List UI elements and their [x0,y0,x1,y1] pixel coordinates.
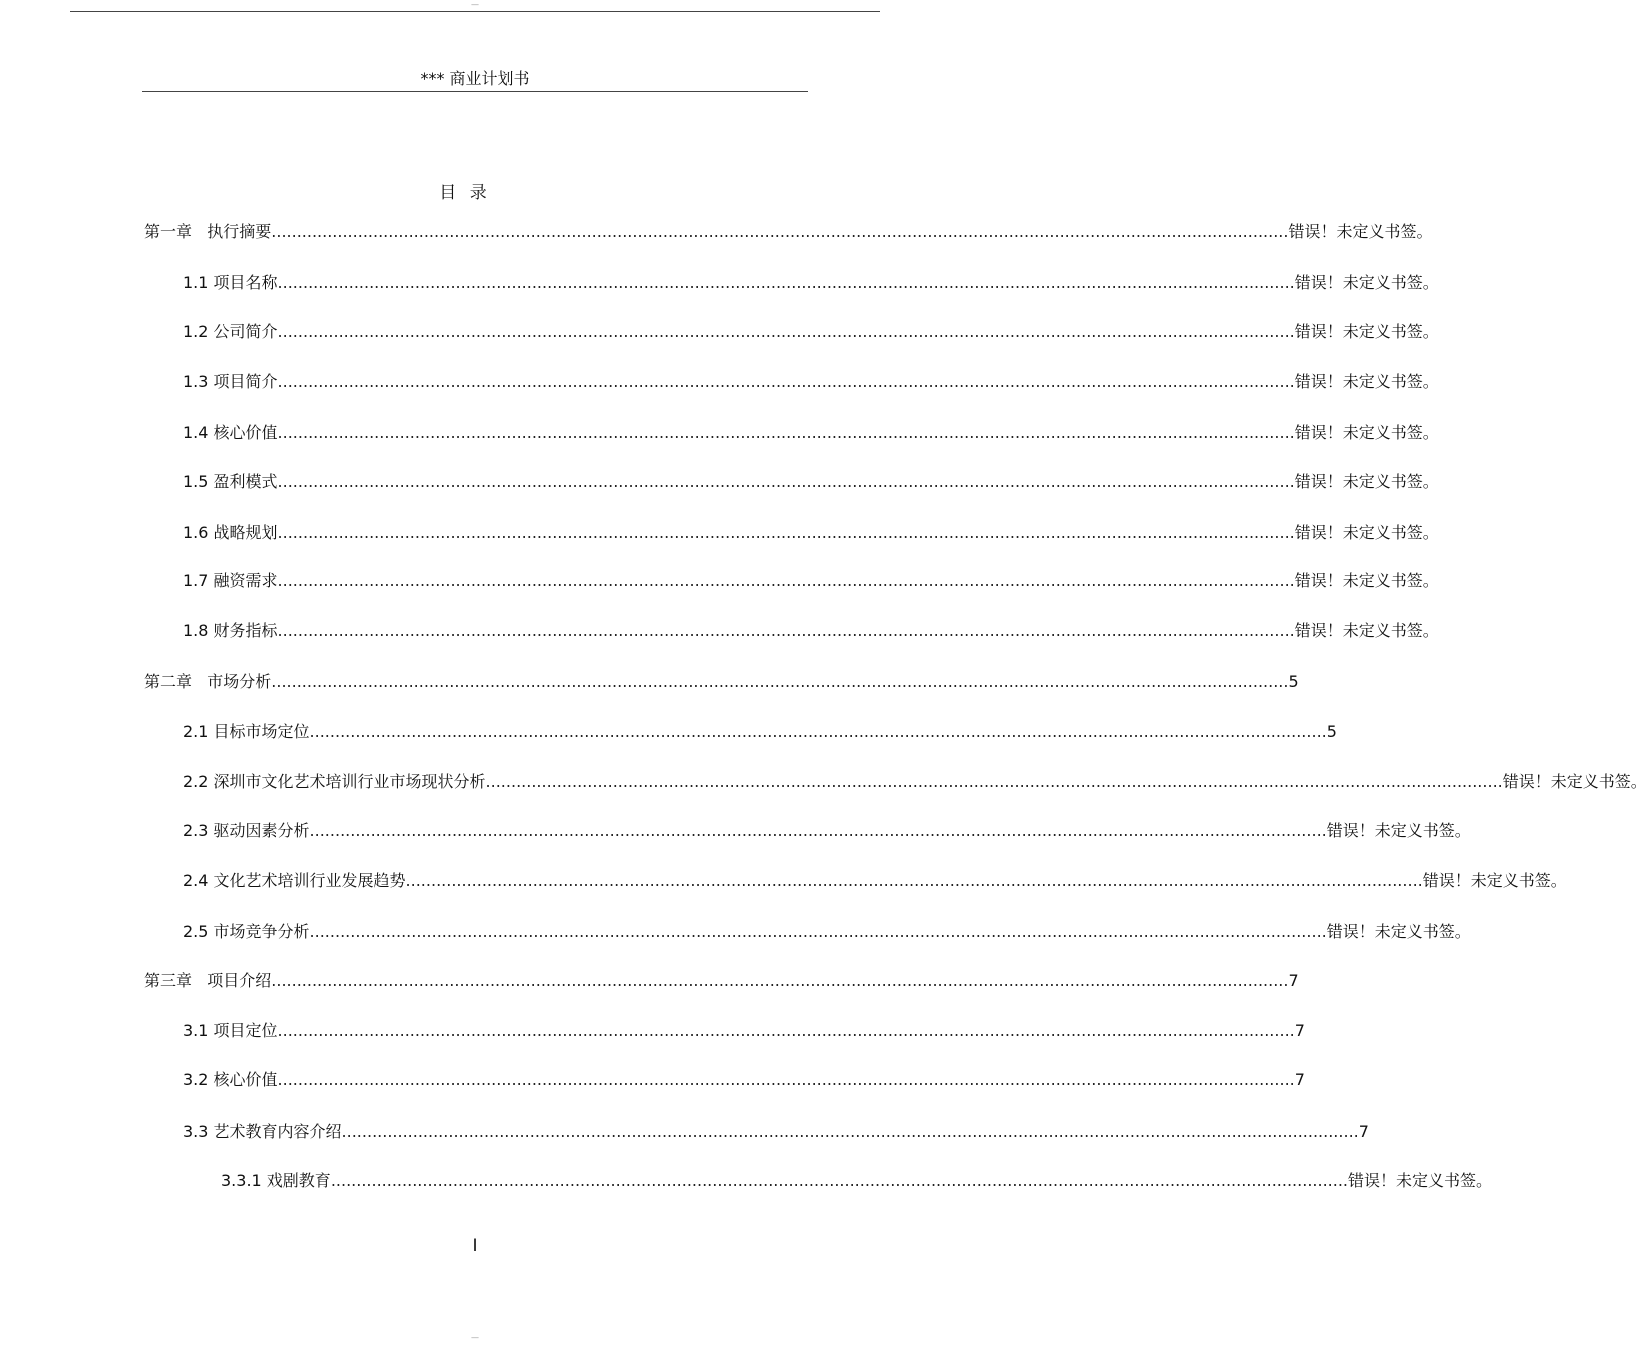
toc-leader-dots: ........................................................................................................................................................................................................ [277,523,1295,542]
toc-entry-page: 错误！未定义书签。 [1294,423,1439,442]
toc-entry-label: 3.2 核心价值 [183,1070,278,1089]
toc-entry[interactable] [183,1069,1305,1091]
toc-entry-label: 3.3 艺术教育内容介绍 [183,1122,342,1141]
toc-leader-dots: ........................................................................................................................................................................................................ [485,772,1503,791]
toc-entry-label: 2.5 市场竞争分析 [183,922,310,941]
toc-leader-dots: ........................................................................................................................................................................................................ [277,322,1295,341]
toc-leader-dots: ........................................................................................................................................................................................................ [271,971,1289,990]
toc-leader-dots: ........................................................................................................................................................................................................ [309,722,1327,741]
toc-entry-page: 错误！未定义书签。 [1502,772,1647,791]
toc-entry-page: 错误！未定义书签。 [1294,273,1439,292]
toc-entry-page: 错误！未定义书签。 [1326,922,1471,941]
toc-leader-dots: ........................................................................................................................................................................................................ [277,621,1295,640]
bottom-margin-mark: — [471,1333,479,1342]
toc-entry-label: 2.3 驱动因素分析 [183,821,310,840]
toc-entry[interactable] [183,820,1471,842]
toc-entry-label: 1.1 项目名称 [183,273,278,292]
toc-entry-page: 错误！未定义书签。 [1294,372,1439,391]
toc-entry-label: 3.1 项目定位 [183,1021,278,1040]
toc-entry-page: 错误！未定义书签。 [1294,472,1439,491]
toc-entry[interactable] [144,221,1433,243]
toc-entry-page: 错误！未定义书签。 [1348,1171,1493,1190]
toc-entry[interactable] [144,671,1299,693]
toc-entry[interactable] [183,870,1567,892]
toc-entry[interactable] [183,721,1337,743]
toc-leader-dots: ........................................................................................................................................................................................................ [341,1122,1359,1141]
toc-entry-page: 7 [1358,1122,1369,1141]
toc-leader-dots: ........................................................................................................................................................................................................ [277,372,1295,391]
toc-entry[interactable] [183,522,1439,544]
toc-leader-dots: ........................................................................................................................................................................................................ [277,1021,1295,1040]
toc-entry[interactable] [183,422,1439,444]
toc-entry[interactable] [183,921,1471,943]
toc-entry-label: 2.2 深圳市文化艺术培训行业市场现状分析 [183,772,486,791]
toc-entry-label: 2.4 文化艺术培训行业发展趋势 [183,871,406,890]
toc-entry-label: 1.2 公司简介 [183,322,278,341]
header-rule [142,91,808,92]
toc-entry[interactable] [183,1020,1305,1042]
toc-leader-dots: ........................................................................................................................................................................................................ [277,423,1295,442]
toc-leader-dots: ........................................................................................................................................................................................................ [309,922,1327,941]
toc-leader-dots: ........................................................................................................................................................................................................ [277,571,1295,590]
toc-entry[interactable] [183,570,1439,592]
toc-leader-dots: ........................................................................................................................................................................................................ [309,821,1327,840]
top-margin-mark: — [471,0,479,9]
toc-entry-label: 1.7 融资需求 [183,571,278,590]
toc-entry-page: 错误！未定义书签。 [1422,871,1567,890]
toc-leader-dots: ........................................................................................................................................................................................................ [277,472,1295,491]
toc-entry-label: 1.5 盈利模式 [183,472,278,491]
page-top-rule [70,11,880,12]
toc-entry-label: 1.3 项目简介 [183,372,278,391]
toc-leader-dots: ........................................................................................................................................................................................................ [277,273,1295,292]
toc-entry[interactable] [183,471,1439,493]
page-header-title: *** 商业计划书 [420,69,530,88]
toc-entry-label: 1.6 战略规划 [183,523,278,542]
toc-leader-dots: ........................................................................................................................................................................................................ [271,672,1289,691]
toc-entry[interactable] [183,371,1439,393]
toc-entry-page: 7 [1294,1070,1305,1089]
toc-entry-page: 错误！未定义书签。 [1294,322,1439,341]
toc-entry-page: 错误！未定义书签。 [1288,222,1433,241]
toc-entry-page: 错误！未定义书签。 [1294,621,1439,640]
toc-entry-page: 7 [1294,1021,1305,1040]
toc-entry-page: 错误！未定义书签。 [1326,821,1471,840]
toc-entry-label: 1.8 财务指标 [183,621,278,640]
toc-entry[interactable] [183,272,1439,294]
toc-entry[interactable] [183,771,1647,793]
toc-heading: 目 录 [439,183,491,203]
toc-entry[interactable] [183,1121,1369,1143]
toc-entry-label: 第二章 市场分析 [144,672,272,691]
page-number: I [472,1236,478,1256]
toc-entry[interactable] [144,970,1299,992]
toc-entry-page: 错误！未定义书签。 [1294,523,1439,542]
toc-entry-page: 5 [1288,672,1299,691]
toc-entry-label: 3.3.1 戏剧教育 [221,1171,331,1190]
toc-leader-dots: ........................................................................................................................................................................................................ [405,871,1423,890]
toc-leader-dots: ........................................................................................................................................................................................................ [277,1070,1295,1089]
toc-entry-page: 5 [1326,722,1337,741]
toc-entry-label: 第一章 执行摘要 [144,222,272,241]
toc-entry[interactable] [221,1170,1493,1192]
toc-entry-label: 1.4 核心价值 [183,423,278,442]
toc-entry-label: 第三章 项目介绍 [144,971,272,990]
toc-entry[interactable] [183,321,1439,343]
toc-entry-page: 错误！未定义书签。 [1294,571,1439,590]
toc-entry-label: 2.1 目标市场定位 [183,722,310,741]
toc-leader-dots: ........................................................................................................................................................................................................ [330,1171,1348,1190]
toc-entry-page: 7 [1288,971,1299,990]
toc-entry[interactable] [183,620,1439,642]
toc-leader-dots: ........................................................................................................................................................................................................ [271,222,1289,241]
